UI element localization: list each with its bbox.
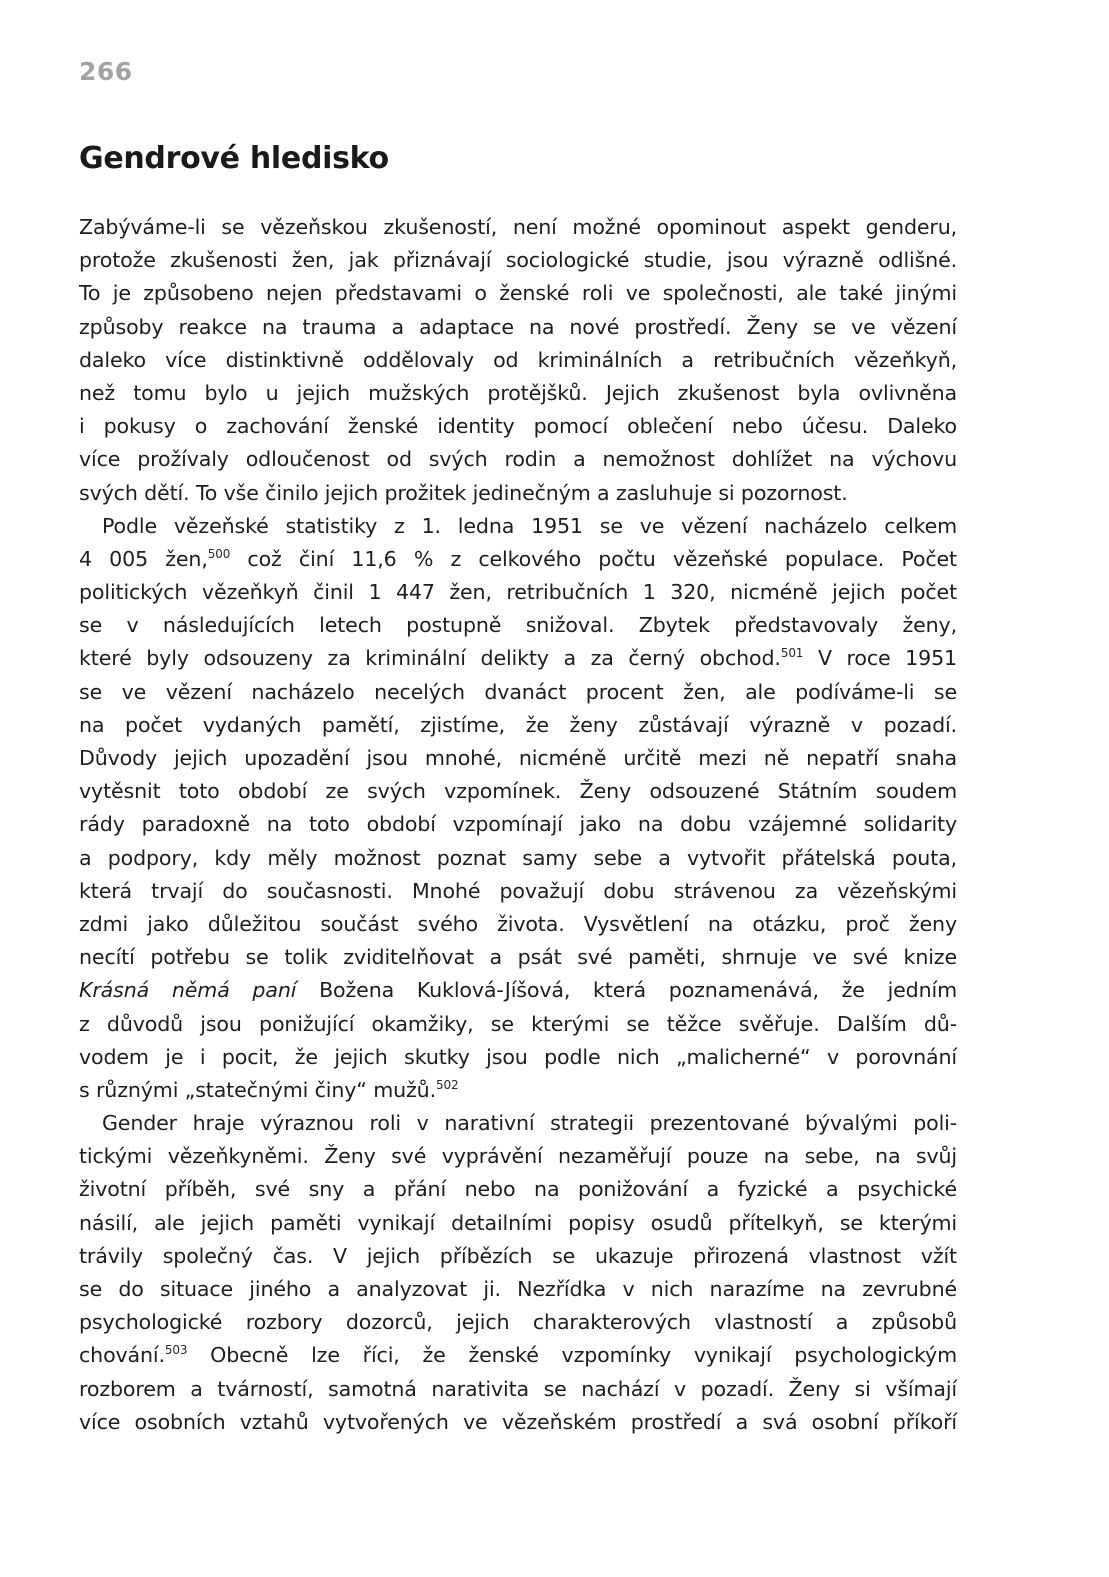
text-segment: V roce 1951 [803, 646, 957, 671]
text-line [79, 277, 957, 310]
text-segment: se do situace jiného a analyzovat ji. Nezřídka v nich narazíme na zevrubné [79, 1277, 957, 1301]
text-line [79, 808, 957, 841]
text-line [79, 1173, 957, 1206]
text-segment: vodem je i pocit, že jejich skutky jsou podle nich „malicherné“ v porovnání [79, 1044, 957, 1069]
text-line [79, 1041, 957, 1074]
text-segment: psychologické rozbory dozorců, jejich charakterových vlastností a způsobů [79, 1310, 957, 1335]
text-segment: i pokusy o zachování ženské identity pomocí oblečení nebo účesu. Daleko [79, 414, 957, 439]
text-segment: Podle vězeňské statistiky z 1. ledna 1951 se ve vězení nacházelo celkem [102, 513, 957, 538]
text-line [79, 609, 957, 642]
text-line [79, 1240, 957, 1273]
text-segment: Božena Kuklová-Jíšová, která poznamenává, že jedním [296, 978, 957, 1003]
text-line [79, 1406, 957, 1439]
text-line [79, 709, 957, 742]
text-line [79, 1339, 957, 1372]
text-line [79, 775, 957, 808]
text-line [79, 510, 957, 543]
text-line [79, 311, 957, 344]
text-line [79, 377, 957, 410]
text-segment: se v následujících letech postupně snižoval. Zbytek představovaly ženy, [79, 613, 957, 638]
text-segment: Gender hraje výraznou roli v narativní strategii prezentované bývalými poli- [102, 1111, 957, 1136]
text-segment: z důvodů jsou ponižující okamžiky, se kterými se těžce svěřuje. Dalším dů- [79, 1011, 957, 1036]
text-segment: daleko více distinktivně oddělovaly od kriminálních a retribučních vězeňkyň, [79, 347, 957, 372]
footnote-marker: 502 [435, 1077, 459, 1092]
text-line [79, 1273, 957, 1306]
text-segment: Obecně lze říci, že ženské vzpomínky vynikají psychologickým [187, 1343, 957, 1368]
text-line [79, 1306, 957, 1339]
text-segment: násilí, ale jejich paměti vynikají detailními popisy osudů přítelkyň, se kterými [79, 1210, 957, 1235]
text-line [79, 1107, 957, 1140]
text-segment: životní příběh, své sny a přání nebo na ponižování a fyzické a psychické [79, 1177, 957, 1202]
text-segment: Důvody jejich upozadění jsou mnohé, nicméně určitě mezi ně nepatří snaha [79, 746, 957, 770]
text-segment: protože zkušenosti žen, jak přiznávají sociologické studie, jsou výrazně odlišné. [79, 248, 957, 273]
text-line [79, 642, 957, 675]
text-segment: způsoby reakce na trauma a adaptace na nové prostředí. Ženy se ve vězení [79, 314, 957, 339]
text-line [79, 941, 957, 974]
page-number: 266 [79, 57, 133, 86]
text-line [79, 875, 957, 908]
book-title: Krásná němá paní [79, 978, 297, 1003]
text-line [79, 1140, 957, 1173]
text-segment: necítí potřebu se tolik zviditelňovat a psát své paměti, shrnuje ve své knize [79, 945, 957, 970]
text-line [79, 1008, 957, 1041]
footnote-marker: 503 [164, 1343, 188, 1358]
text-line [79, 211, 957, 244]
text-line [79, 742, 957, 775]
text-segment: více osobních vztahů vytvořených ve vězeňském prostředí a svá osobní příkoří [79, 1409, 957, 1434]
footnote-marker: 500 [207, 546, 231, 561]
text-line [79, 244, 957, 277]
text-line [79, 908, 957, 941]
text-segment: rozborem a tvárností, samotná narativita se nachází v pozadí. Ženy si všímají [79, 1376, 957, 1401]
text-line [79, 477, 957, 510]
text-segment: se ve vězení nacházelo necelých dvanáct procent žen, ale podíváme-li se [79, 679, 957, 704]
text-segment: chování. [79, 1343, 165, 1368]
text-line [79, 676, 957, 709]
text-segment: svých dětí. To vše činilo jejich prožitek jedinečným a zasluhuje si pozornost. [79, 480, 848, 505]
text-segment: trávily společný čas. V jejich příbězích se ukazuje přirozená vlastnost vžít [79, 1243, 957, 1268]
section-heading: Gendrové hledisko [79, 141, 389, 176]
text-segment: tickými vězeňkyněmi. Ženy své vyprávění nezaměřují pouze na sebe, na svůj [79, 1144, 957, 1169]
body-text [79, 211, 957, 1439]
text-line [79, 1207, 957, 1240]
text-segment: které byly odsouzeny za kriminální delikty a za černý obchod. [79, 646, 781, 671]
text-segment: 4 005 žen, [79, 546, 208, 571]
text-line [79, 842, 957, 875]
text-line [79, 1373, 957, 1406]
text-segment: než tomu bylo u jejich mužských protějšků. Jejich zkušenost byla ovlivněna [79, 380, 957, 405]
text-segment: a podpory, kdy měly možnost poznat samy sebe a vytvořit přátelská pouta, [79, 845, 957, 870]
text-line [79, 974, 957, 1007]
text-line [79, 443, 957, 476]
text-line [79, 410, 957, 443]
text-segment: zdmi jako důležitou součást svého života. Vysvětlení na otázku, proč ženy [79, 911, 957, 936]
text-segment: Zabýváme-li se vězeňskou zkušeností, není možné opominout aspekt genderu, [79, 215, 957, 239]
text-segment: s různými „statečnými činy“ mužů. [79, 1077, 436, 1102]
text-segment: více prožívaly odloučenost od svých rodin a nemožnost dohlížet na výchovu [79, 447, 957, 472]
text-segment: na počet vydaných pamětí, zjistíme, že ženy zůstávají výrazně v pozadí. [79, 712, 957, 737]
text-segment: politických vězeňkyň činil 1 447 žen, retribučních 1 320, nicméně jejich počet [79, 580, 957, 605]
text-segment: vytěsnit toto období ze svých vzpomínek. Ženy odsouzené Státním soudem [79, 779, 957, 804]
text-line [79, 576, 957, 609]
text-segment: což činí 11,6 % z celkového počtu vězeňské populace. Počet [230, 546, 957, 571]
text-segment: To je způsobeno nejen představami o ženské roli ve společnosti, ale také jinými [79, 281, 957, 306]
text-segment: která trvají do současnosti. Mnohé považují dobu strávenou za vězeňskými [79, 878, 957, 903]
text-line [79, 1074, 957, 1107]
text-segment: rády paradoxně na toto období vzpomínají jako na dobu vzájemné solidarity [79, 812, 957, 837]
text-line [79, 543, 957, 576]
footnote-marker: 501 [780, 646, 804, 661]
text-line [79, 344, 957, 377]
